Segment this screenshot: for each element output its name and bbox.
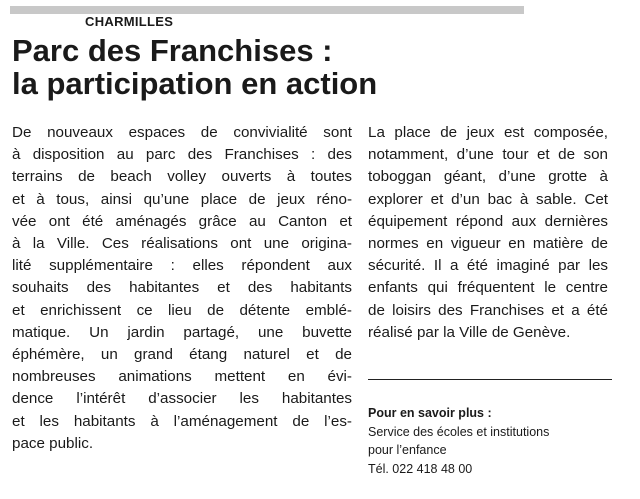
left-line: pace public. [12,434,94,452]
right-line: toboggan géant, d’une grotte à [368,168,608,186]
right-column [368,122,608,344]
left-column [12,122,352,455]
left-line: et enrichissent ce lieu de détente emblé- [12,301,352,319]
right-line: de loisirs des Franchises et a été [368,301,608,319]
section-kicker: CHARMILLES [85,14,174,29]
left-line: et les habitants à l’aménagement de l’es- [12,412,352,430]
right-line: réalisé par la Ville de Genève. [368,323,571,341]
info-divider [368,379,612,380]
right-line: explorer et d’un bac à sable. Cet [368,190,608,208]
title-line-1: Parc des Franchises : [12,33,333,68]
info-service-line: pour l’enfance [368,443,447,457]
left-line: dence l’intérêt d’associer les habitantes [12,390,352,408]
right-line: sécurité. Il a été imaginé par les [368,257,608,275]
right-line: enfants qui fréquentent le centre [368,279,608,297]
left-line: nombreuses animations mettent en évi- [12,368,352,386]
top-rule-bar [10,6,524,14]
left-line: terrains de beach volley ouverts à toutes [12,168,352,186]
right-line: normes en vigueur en matière de [368,235,608,253]
left-line: et à tous, ainsi qu’une place de jeux réno- [12,190,352,208]
left-line: à la Ville. Ces réalisations ont une origina- [12,235,352,253]
right-line: notamment, d’une tour et de son [368,146,608,164]
left-line: lité supplémentaire : elles répondent aux [12,257,352,275]
left-line: De nouveaux espaces de convivialité sont [12,124,352,141]
left-line: souhaits des habitantes et des habitants [12,279,352,297]
left-line: matique. Un jardin partagé, une buvette [12,323,352,341]
left-line: à disposition au parc des Franchises : des [12,146,352,164]
info-service-line: Service des écoles et institutions [368,424,550,439]
info-box [368,404,618,478]
left-line: éphémère, un grand étang naturel et de [12,346,352,364]
left-line: vée ont été aménagés grâce au Canton et [12,212,352,230]
info-heading: Pour en savoir plus : [368,406,492,420]
title-line-2: la participation en action [12,66,378,101]
right-line: équipement répond aux dernières [368,212,608,230]
right-line: La place de jeux est composée, [368,124,608,141]
article-title [12,34,632,100]
info-phone: Tél. 022 418 48 00 [368,461,473,476]
